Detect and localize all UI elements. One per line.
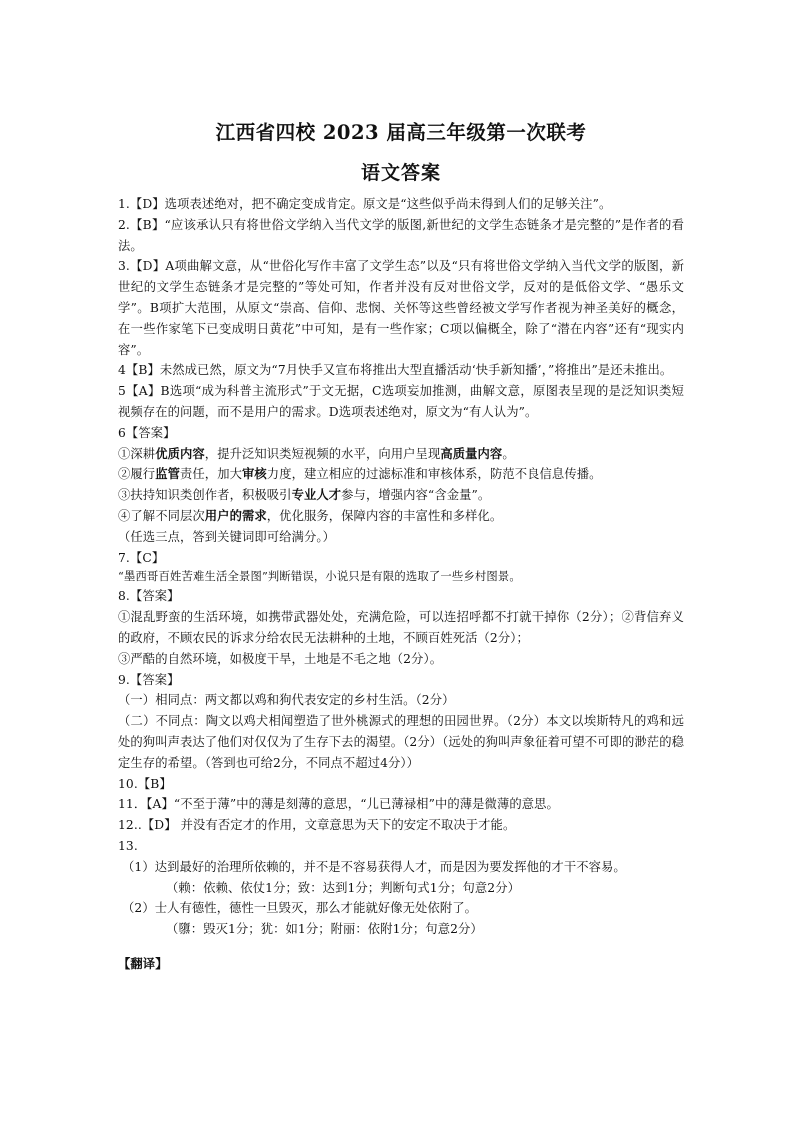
answer-q10: 10.【B】 — [118, 776, 172, 791]
keyword: 监管 — [155, 466, 180, 482]
text: ②履行 — [118, 467, 156, 482]
keyword: 优质内容 — [155, 445, 205, 461]
document-subtitle: 语文答案 — [360, 162, 441, 184]
answer-q6-heading: 6【答案】 — [118, 425, 176, 440]
document-title: 江西省四校 2023 届高三年级第一次联考 — [215, 121, 587, 144]
answer-sheet — [118, 118, 684, 975]
text: ④了解不同层次 — [118, 508, 205, 523]
text: 责任，加大 — [180, 467, 242, 482]
answer-q13-2-scoring: （隳：毁灭1分；犹：如1分；附丽：依附1分；句意2分） — [166, 922, 483, 937]
answer-q9-difference: （二）不同点：陶文以鸡犬相闻塑造了世外桃源式的理想的田园世界。（2分）本文以埃斯特凡的鸡和远处的狗叫声表达了他们对仅仅为了生存下去的渴望。（2分）（远处的狗叫声象征着可望不可即的渺茫的稳定生存的希望。（答到也可给2分，不同点不超过4分）） — [118, 714, 684, 770]
answer-q6-point-3 — [118, 485, 684, 506]
answer-q13-2: （2）士人有德性，德性一旦毁灭，那么才能就好像无处依附了。 — [122, 901, 478, 916]
keyword: 专业人才 — [291, 487, 342, 503]
text: ③扶持知识类创作者，积极吸引 — [118, 488, 292, 503]
text: ①深耕 — [118, 446, 156, 461]
answer-q13-heading: 13. — [118, 838, 138, 853]
translation-heading: 【翻译】 — [118, 955, 168, 971]
keyword: 审核 — [242, 466, 267, 482]
answer-q5: 5【A】B选项“成为科普主流形式”于文无据，C选项妄加推测，曲解文意，原图表呈现的是泛知识类短视频存在的问题，而不是用户的需求。D选项表述绝对，原文为“有人认为”。 — [118, 384, 684, 419]
answer-q13-1-scoring: （赖：依赖、依仗1分；致：达到1分；判断句式1分；句意2分） — [166, 880, 521, 895]
answer-q7-heading: 7.【C】 — [118, 550, 165, 565]
answer-q9-similarity: （一）相同点：两文都以鸡和狗代表安定的乡村生活。（2分） — [118, 693, 455, 708]
text: 力度，建立相应的过滤标准和审核体系，防范不良信息传播。 — [266, 467, 602, 482]
answer-q6-point-1 — [118, 444, 684, 465]
text: 。 — [502, 446, 515, 461]
text: ，提升泛知识类短视频的水平，向用户呈现 — [204, 446, 441, 461]
text: ，优化服务，保障内容的丰富性和多样化。 — [266, 508, 503, 523]
answer-q8-part-1: ①混乱野蛮的生活环境，如携带武器处处，充满危险，可以连招呼都不打就干掉你（2分）；②背信弃义的政府，不顾农民的诉求分给农民无法耕种的土地，不顾百姓死活（2分）； — [118, 610, 684, 645]
answer-q2: 2.【B】“应该承认只有将世俗文学纳入当代文学的版图,新世纪的文学生态链条才是完整的”是作者的看法。 — [118, 217, 684, 253]
answer-q6-point-4 — [118, 506, 684, 527]
spacer — [118, 940, 684, 954]
answer-q3: 3.【D】A项曲解文意，从“世俗化写作丰富了文学生态”以及“只有将世俗文学纳入当代文学的版图，新世纪的文学生态链条才是完整的”等处可知，作者并没有反对世俗文学，反对的是低俗文学、“愚乐文学”。B项扩大范围，从原文“崇高、信仰、悲悯、关怀等这些曾经被文学写作者视为神圣美好的概念，在一些作家笔下已变成明日黄花”中可知，是有一些作家；C项以偏概全，除了“潜在内容”还有“现实内容”。 — [118, 259, 684, 357]
keyword: 用户的需求 — [204, 507, 267, 523]
answer-q4: 4【B】未然成已然，原文为“7月快手又宣布将推出大型直播活动‘快手新知播’，”将推出”是还未推出。 — [118, 363, 673, 378]
answer-q12: 12..【D】 并没有否定才的作用，文章意思为天下的安定不取决于才能。 — [118, 818, 516, 833]
answer-q8-part-2: ③严酷的自然环境，如极度干旱，土地是不毛之地（2分）。 — [118, 651, 443, 666]
answer-q1: 1.【D】选项表述绝对，把不确定变成肯定。原文是“这些似乎尚未得到人们的足够关注”。 — [118, 197, 612, 211]
text: 参与，增强内容“含金量”。 — [341, 488, 491, 503]
answer-q11: 11．【A】“不至于薄”中的薄是刻薄的意思，“儿已薄禄相”中的薄是微薄的意思。 — [118, 797, 559, 812]
answer-q6-point-2 — [118, 464, 684, 485]
keyword: 高质量内容 — [440, 445, 503, 461]
answer-q7: “墨西哥百姓苦难生活全景图”判断错误，小说只是有限的选取了一些乡村图景。 — [118, 570, 521, 584]
answer-q8-heading: 8.【答案】 — [118, 589, 180, 604]
answer-q6-note: （任选三点，答到关键词即可给满分。） — [118, 529, 335, 544]
answer-q9-heading: 9.【答案】 — [118, 672, 180, 687]
answer-q13-1: （1）达到最好的治理所依赖的，并不是不容易获得人才，而是因为要发挥他的才干不容易。 — [122, 859, 626, 874]
